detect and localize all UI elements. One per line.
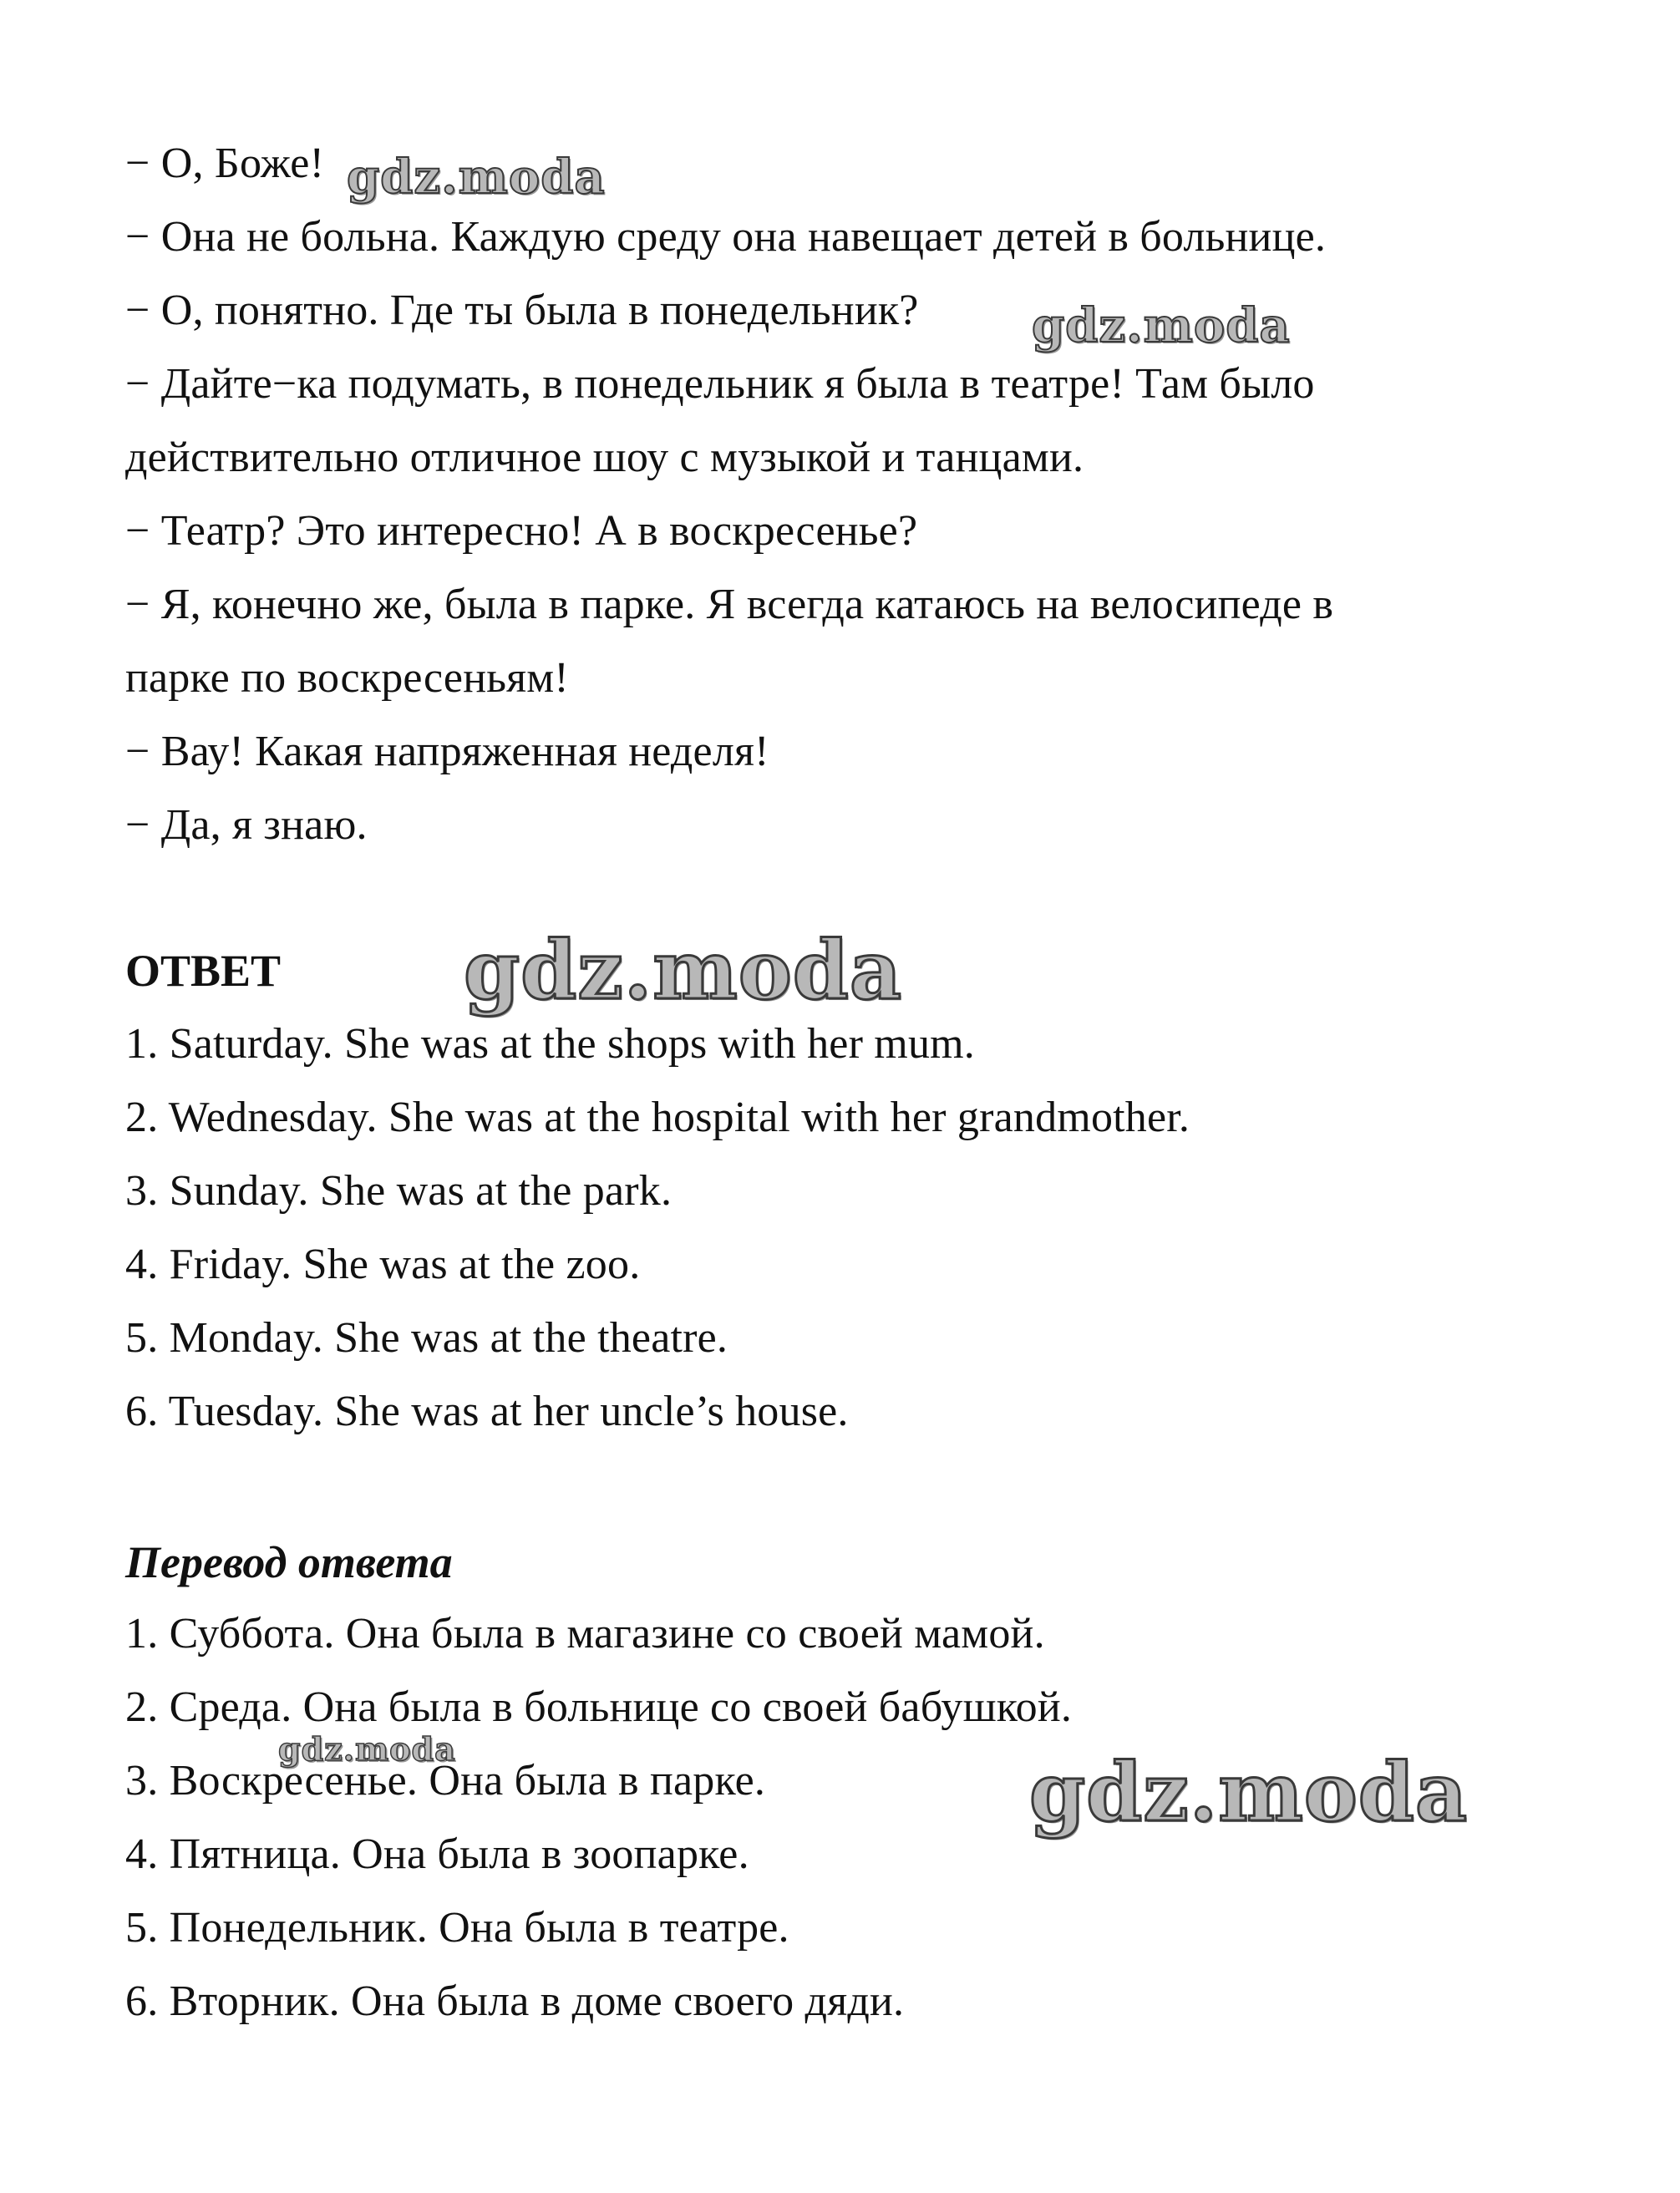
answer-item: 4. Friday. She was at the zoo.	[125, 1241, 641, 1288]
dialogue-line: − Да, я знаю.	[125, 801, 368, 849]
dialogue-line: парке по воскресеньям!	[125, 654, 569, 702]
translation-item: 1. Суббота. Она была в магазине со своей мамой.	[125, 1610, 1045, 1657]
translation-item: 6. Вторник. Она была в доме своего дяди.	[125, 1977, 905, 2025]
dialogue-line: − Она не больна. Каждую среду она навещает детей в больнице.	[125, 213, 1327, 261]
watermark-logo: gdz.moda	[278, 1730, 456, 1768]
translation-item: 3. Воскресенье. Она была в парке.	[125, 1757, 766, 1805]
answer-item: 2. Wednesday. She was at the hospital with her grandmother.	[125, 1094, 1190, 1141]
answer-item: 5. Monday. She was at the theatre.	[125, 1314, 728, 1362]
answer-heading: ОТВЕТ	[125, 946, 282, 996]
answer-item: 3. Sunday. She was at the park.	[125, 1167, 673, 1215]
dialogue-line: − Вау! Какая напряженная неделя!	[125, 728, 769, 775]
watermark-logo: gdz.moda	[347, 150, 606, 205]
dialogue-line: − О, Боже!	[125, 140, 325, 187]
translation-heading: Перевод ответа	[125, 1537, 453, 1587]
translation-item: 5. Понедельник. Она была в театре.	[125, 1904, 789, 1952]
dialogue-line: − О, понятно. Где ты была в понедельник?	[125, 287, 919, 334]
answer-item: 6. Tuesday. She was at her uncle’s house.	[125, 1388, 849, 1435]
watermark-logo: gdz.moda	[1032, 298, 1291, 353]
dialogue-line: действительно отличное шоу с музыкой и танцами.	[125, 434, 1084, 481]
answer-item: 1. Saturday. She was at the shops with her mum.	[125, 1020, 976, 1068]
dialogue-line: − Театр? Это интересно! А в воскресенье?	[125, 507, 918, 555]
dialogue-line: − Я, конечно же, была в парке. Я всегда катаюсь на велосипеде в	[125, 581, 1334, 628]
watermark-logo: gdz.moda	[464, 923, 903, 1018]
translation-item: 2. Среда. Она была в больнице со своей бабушкой.	[125, 1683, 1073, 1731]
translation-item: 4. Пятница. Она была в зоопарке.	[125, 1830, 749, 1878]
watermark-logo: gdz.moda	[1029, 1745, 1469, 1840]
dialogue-line: − Дайте−ка подумать, в понедельник я была в театре! Там было	[125, 360, 1315, 408]
